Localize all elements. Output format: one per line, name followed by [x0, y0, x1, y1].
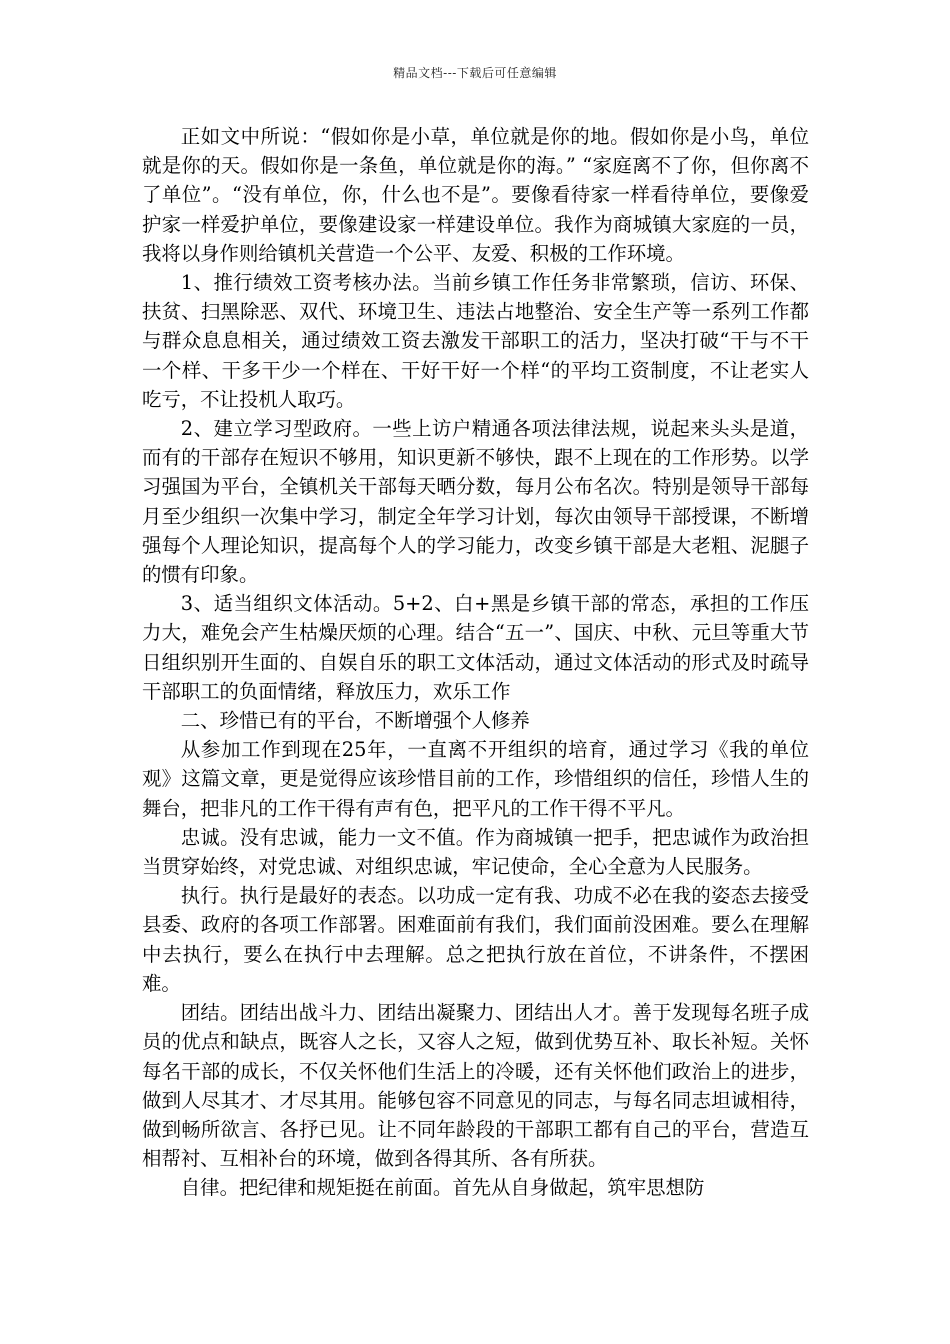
paragraph-item-3: 3、适当组织文体活动。5+2、白+黑是乡镇干部的常态，承担的工作压力大，难免会产生枯燥厌烦的心理。结合“五一”、国庆、中秋、元旦等重大节日组织别开生面的、自娱自乐的职工文体活动，通过文体活动的形式及时疏导干部职工的负面情绪，释放压力，欢乐工作 [142, 592, 809, 703]
paragraph-intro: 正如文中所说：“假如你是小草，单位就是你的地。假如你是小鸟，单位就是你的天。假如你是一条鱼，单位就是你的海。” “家庭离不了你，但你离不了单位”。“没有单位，你，什么也不是”。要像看待家一样看待单位，要像爱护家一样爱护单位，要像建设家一样建设单位。我作为商城镇大家庭的一员，我将以身作则给镇机关营造一个公平、友爱、积极的工作环境。 [142, 125, 809, 265]
paragraph-item-2: 2、建立学习型政府。一些上访户精通各项法律法规，说起来头头是道，而有的干部存在短识不够用，知识更新不够快，跟不上现在的工作形势。以学习强国为平台，全镇机关干部每天晒分数，每月公布名次。特别是领导干部每月至少组织一次集中学习，制定全年学习计划，每次由领导干部授课，不断增强每个人理论知识，提高每个人的学习能力，改变乡镇干部是大老粗、泥腿子的惯有印象。 [142, 417, 809, 587]
paragraph-discipline: 自律。把纪律和规矩挺在前面。首先从自身做起，筑牢思想防 [180, 1176, 705, 1200]
page-header: 精品文档---下载后可任意编辑 [393, 66, 557, 80]
paragraph-unity: 团结。团结出战斗力、团结出凝聚力、团结出人才。善于发现每名班子成员的优点和缺点，既容人之长，又容人之短，做到优势互补、取长补短。关怀每名干部的成长，不仅关怀他们生活上的冷暖，还有关怀他们政治上的进步，做到人尽其才、才尽其用。能够包容不同意见的同志，与每名同志坦诚相待，做到畅所欲言、各抒已见。让不同年龄段的干部职工都有自己的平台，营造互相帮衬、互相补台的环境，做到各得其所、各有所获。 [142, 1001, 809, 1171]
paragraph-item-1: 1、推行绩效工资考核办法。当前乡镇工作任务非常繁琐，信访、环保、扶贫、扫黑除恶、双代、环境卫生、违法占地整治、安全生产等一系列工作都与群众息息相关，通过绩效工资去激发干部职工的活力，坚决打破“干与不干一个样、干多干少一个样在、干好干好一个样“的平均工资制度，不让老实人吃亏，不让投机人取巧。 [142, 271, 809, 411]
paragraph-loyalty: 忠诚。没有忠诚，能力一文不值。作为商城镇一把手，把忠诚作为政治担当贯穿始终，对党忠诚、对组织忠诚，牢记使命，全心全意为人民服务。 [142, 825, 809, 879]
paragraph-execution: 执行。执行是最好的表态。以功成一定有我、功成不必在我的姿态去接受县委、政府的各项工作部署。困难面前有我们，我们面前没困难。要么在理解中去执行，要么在执行中去理解。总之把执行放在首位，不讲条件，不摆困难。 [142, 884, 809, 995]
paragraph-career: 从参加工作到现在25年，一直离不开组织的培育，通过学习《我的单位观》这篇文章，更是觉得应该珍惜目前的工作，珍惜组织的信任，珍惜人生的舞台，把非凡的工作干得有声有色，把平凡的工作干得不平凡。 [142, 738, 809, 820]
document-body [142, 122, 809, 1203]
section-heading: 二、珍惜已有的平台，不断增强个人修养 [180, 709, 530, 733]
